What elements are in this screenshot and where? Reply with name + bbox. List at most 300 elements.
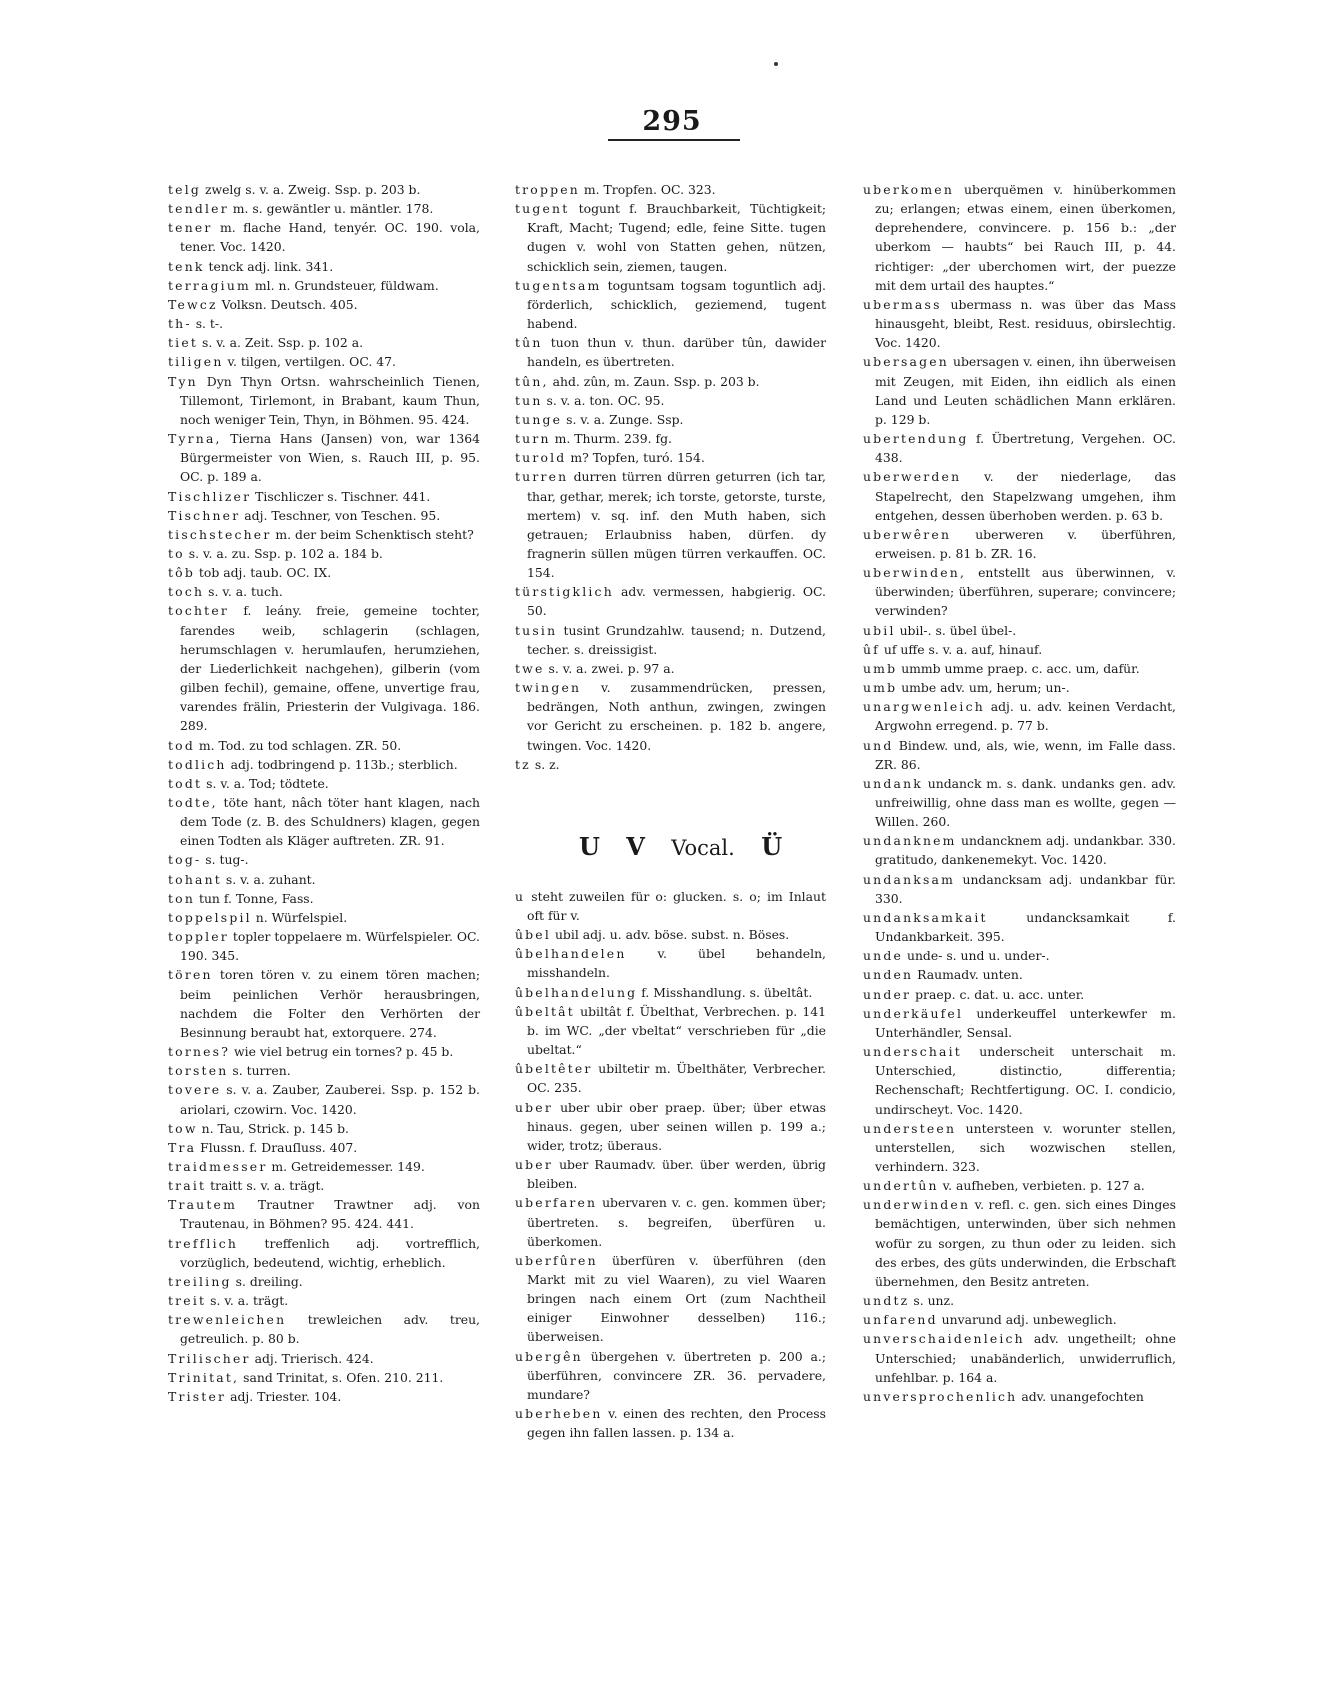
entry-definition: übergehen v. übertreten p. 200 a.; überführen, convincere ZR. 36. pervadere, mundare? bbox=[527, 1348, 826, 1402]
entry-definition: ml. n. Grundsteuer, füldwam. bbox=[250, 277, 439, 293]
entry-definition: tun f. Tonne, Fass. bbox=[195, 890, 314, 906]
dictionary-entry bbox=[168, 1291, 480, 1310]
entry-headword: underkäufel bbox=[863, 1005, 964, 1021]
dictionary-entry bbox=[168, 1310, 480, 1348]
column-3 bbox=[863, 180, 1176, 1406]
entry-definition: ubervaren v. c. gen. kommen über; übertreten. s. begreifen, überfüren u. überkomen. bbox=[527, 1195, 826, 1249]
entry-headword: uber bbox=[515, 1157, 553, 1173]
dictionary-entry bbox=[863, 965, 1176, 984]
entry-definition: s. dreiling. bbox=[231, 1273, 303, 1289]
page-number-rule bbox=[608, 139, 740, 141]
entry-definition: s. z. bbox=[530, 756, 560, 772]
column-2-u-entries bbox=[515, 887, 826, 1443]
entry-headword: undanksam bbox=[863, 871, 956, 887]
entry-headword: tendler bbox=[168, 201, 229, 217]
entry-headword: umb bbox=[863, 660, 898, 676]
dictionary-entry bbox=[515, 582, 826, 620]
dictionary-entry bbox=[168, 582, 480, 601]
entry-definition: m. der beim Schenktisch steht? bbox=[271, 526, 474, 542]
dictionary-entry bbox=[168, 1368, 480, 1387]
entry-headword: tugent bbox=[515, 201, 570, 217]
entry-definition: s. v. a. Tod; tödtete. bbox=[202, 775, 329, 791]
entry-definition: toguntsam togsam toguntlich adj. förderlich, schicklich, geziemend, tugent habend. bbox=[527, 277, 826, 332]
entry-headword: underschait bbox=[863, 1044, 962, 1060]
dictionary-entry bbox=[168, 525, 480, 544]
entry-definition: Raumadv. unten. bbox=[913, 967, 1023, 983]
entry-headword: understeen bbox=[863, 1120, 957, 1136]
entry-headword: tûn, bbox=[515, 373, 549, 389]
entry-headword: ûbel bbox=[515, 927, 552, 943]
entry-headword: th- bbox=[168, 316, 192, 332]
dictionary-entry bbox=[515, 276, 826, 333]
entry-headword: toppelspil bbox=[168, 909, 252, 925]
entry-definition: ubersagen v. einen, ihn überweisen mit Zeugen, mit Eiden, ihn eidlich als einen Land und Leuten schädlichen Mann erklären. p. 129 b. bbox=[875, 354, 1176, 427]
entry-headword: Tyrna, bbox=[168, 431, 222, 447]
dictionary-entry bbox=[863, 640, 1176, 659]
entry-definition: s. t-. bbox=[191, 316, 224, 332]
entry-definition: v. refl. c. gen. sich eines Dinges bemächtigen, unterwinden, über sich nehmen wofür zu sorgen, zu thun oder zu leiden. sich des erbes, des güts underwinden, die Erbschaft übernehmen, den Besitz antreten. bbox=[875, 1197, 1176, 1289]
entry-headword: twe bbox=[515, 660, 545, 676]
dictionary-entry bbox=[515, 1155, 826, 1193]
dictionary-entry bbox=[515, 887, 826, 925]
entry-definition: adv. unangefochten bbox=[1017, 1388, 1144, 1404]
entry-definition: Dyn Thyn Ortsn. wahrscheinlich Tienen, Tillemont, Tirlemont, in Brabant, kaum Thun, noch weniger Tein, Thyn, in Böhmen. 95. 424. bbox=[180, 373, 480, 427]
dictionary-entry bbox=[168, 1138, 480, 1157]
entry-headword: tôb bbox=[168, 565, 195, 581]
dictionary-entry bbox=[515, 467, 826, 582]
entry-headword: unden bbox=[863, 967, 914, 983]
entry-definition: s. turren. bbox=[228, 1063, 291, 1079]
entry-definition: adv. ungetheilt; ohne Unterschied; unabänderlich, unwiderruflich, unfehlbar. p. 164 a. bbox=[875, 1331, 1176, 1385]
entry-definition: uberweren v. überführen, erweisen. p. 81 b. ZR. 16. bbox=[875, 526, 1176, 561]
entry-definition: uber Raumadv. über. über werden, übrig bleiben. bbox=[527, 1157, 826, 1192]
dictionary-entry bbox=[515, 1347, 826, 1404]
entry-headword: treiling bbox=[168, 1273, 232, 1289]
entry-headword: unverschaidenleich bbox=[863, 1331, 1025, 1347]
entry-definition: f. leány. freie, gemeine tochter, farendes weib, schlagerin (schlagen, herumschlagen v. herumlaufen, herumziehen, der Liederlichkeit nachgehen), gilberin (vom gilben fechil), gemaine, offene, unvertige frau, varendes frälin, Priesterin der Vulgivaga. 186. 289. bbox=[180, 603, 480, 734]
dictionary-entry bbox=[168, 218, 480, 256]
entry-headword: tiet bbox=[168, 335, 199, 351]
entry-definition: v. der niederlage, das Stapelrecht, den Stapelzwang umgehen, ihm entgehen, dessen überhoben werden. p. 63 b. bbox=[875, 469, 1176, 523]
entry-definition: uber ubir ober praep. über; über etwas hinaus. gegen, uber seinen willen p. 199 a.; wider, trotz; überaus. bbox=[527, 1099, 826, 1153]
dictionary-entry bbox=[863, 180, 1176, 295]
dictionary-entry bbox=[168, 1234, 480, 1272]
entry-headword: tener bbox=[168, 220, 213, 236]
entry-headword: turren bbox=[515, 469, 569, 485]
dictionary-entry bbox=[168, 1042, 480, 1061]
entry-definition: n. Würfelspiel. bbox=[251, 909, 348, 925]
entry-headword: uberfûren bbox=[515, 1252, 598, 1268]
entry-headword: tohant bbox=[168, 871, 222, 887]
entry-headword: Trilischer bbox=[168, 1350, 251, 1366]
entry-definition: Tierna Hans (Jansen) von, war 1364 Bürgermeister von Wien, s. Rauch III, p. 95. OC. p. 189 a. bbox=[180, 431, 480, 485]
dictionary-entry bbox=[515, 925, 826, 944]
entry-definition: v. zusammendrücken, pressen, bedrängen, Noth anthun, zwingen, zwingen vor Gericht zu erscheinen. p. 182 b. angere, twingen. Voc. 1420. bbox=[527, 680, 826, 753]
entry-definition: m. Thurm. 239. fg. bbox=[550, 431, 672, 447]
entry-headword: ûbeltât bbox=[515, 1003, 575, 1019]
entry-headword: toppler bbox=[168, 929, 229, 945]
section-heading-label: Vocal. bbox=[671, 835, 735, 860]
dictionary-entry bbox=[168, 1119, 480, 1138]
entry-definition: adj. Teschner, von Teschen. 95. bbox=[240, 507, 441, 523]
entry-definition: m. Getreidemesser. 149. bbox=[267, 1158, 425, 1174]
entry-definition: m. flache Hand, tenyér. OC. 190. vola, tener. Voc. 1420. bbox=[180, 220, 480, 255]
dictionary-entry bbox=[515, 1002, 826, 1059]
dictionary-entry bbox=[168, 927, 480, 965]
section-heading-letters: U V bbox=[579, 831, 645, 861]
dictionary-entry bbox=[863, 352, 1176, 429]
entry-headword: todt bbox=[168, 775, 203, 791]
dictionary-entry bbox=[168, 257, 480, 276]
dictionary-entry bbox=[515, 372, 826, 391]
dictionary-entry bbox=[168, 736, 480, 755]
entry-headword: trait bbox=[168, 1178, 207, 1194]
entry-definition: adj. u. adv. keinen Verdacht, Argwohn erregend. p. 77 b. bbox=[875, 699, 1176, 734]
entry-headword: tornes? bbox=[168, 1044, 231, 1060]
entry-definition: tob adj. taub. OC. IX. bbox=[194, 565, 332, 581]
entry-headword: under bbox=[863, 986, 912, 1002]
dictionary-entry bbox=[168, 333, 480, 352]
dictionary-entry bbox=[515, 180, 826, 199]
entry-headword: todte, bbox=[168, 795, 218, 810]
entry-definition: ubiltetir m. Übelthäter, Verbrecher. OC. 235. bbox=[527, 1061, 826, 1096]
entry-headword: unargwenleich bbox=[863, 699, 985, 715]
dictionary-entry bbox=[168, 774, 480, 793]
dictionary-entry bbox=[515, 1098, 826, 1155]
entry-headword: trewenleichen bbox=[168, 1312, 287, 1328]
dictionary-entry bbox=[515, 199, 826, 276]
entry-headword: undank bbox=[863, 775, 923, 791]
entry-headword: Trister bbox=[168, 1388, 227, 1404]
entry-definition: ahd. zûn, m. Zaun. Ssp. p. 203 b. bbox=[548, 373, 760, 389]
entry-headword: ûf bbox=[863, 641, 880, 657]
entry-headword: ubersagen bbox=[863, 354, 949, 370]
dictionary-entry bbox=[168, 506, 480, 525]
dictionary-entry bbox=[168, 199, 480, 218]
dictionary-entry bbox=[863, 1176, 1176, 1195]
entry-definition: Bindew. und, als, wie, wenn, im Falle dass. ZR. 86. bbox=[875, 737, 1176, 772]
entry-definition: s. tug-. bbox=[201, 852, 249, 868]
dictionary-entry bbox=[863, 870, 1176, 908]
dictionary-entry bbox=[863, 525, 1176, 563]
dictionary-entry bbox=[515, 659, 826, 678]
entry-headword: ûbeltêter bbox=[515, 1061, 593, 1077]
entry-headword: tunge bbox=[515, 411, 563, 427]
entry-headword: undtz bbox=[863, 1293, 910, 1309]
dictionary-entry bbox=[863, 1004, 1176, 1042]
entry-definition: Flussn. f. Drauſluss. 407. bbox=[196, 1139, 358, 1155]
dictionary-entry bbox=[515, 1059, 826, 1097]
dictionary-entry bbox=[168, 295, 480, 314]
entry-headword: Trinitat, bbox=[168, 1369, 240, 1385]
entry-definition: s. v. a. zwei. p. 97 a. bbox=[544, 660, 675, 676]
entry-headword: undanknem bbox=[863, 833, 957, 849]
entry-headword: und bbox=[863, 737, 894, 753]
entry-definition: adj. Trierisch. 424. bbox=[250, 1350, 374, 1366]
entry-headword: treit bbox=[168, 1293, 207, 1309]
entry-definition: ubil-. s. übel übel-. bbox=[895, 622, 1017, 638]
dictionary-entry bbox=[515, 1251, 826, 1347]
dictionary-entry bbox=[515, 429, 826, 448]
dictionary-entry bbox=[515, 621, 826, 659]
dictionary-entry bbox=[168, 601, 480, 735]
entry-headword: Tra bbox=[168, 1139, 197, 1155]
entry-definition: tusint Grundzahlw. tausend; n. Dutzend, techer. s. dreissigist. bbox=[527, 622, 826, 657]
entry-headword: uberwêren bbox=[863, 526, 952, 542]
entry-headword: turn bbox=[515, 431, 551, 447]
entry-headword: unfarend bbox=[863, 1312, 938, 1328]
entry-definition: adj. todbringend p. 113b.; sterblich. bbox=[226, 756, 458, 772]
entry-definition: unvarund adj. unbeweglich. bbox=[937, 1312, 1117, 1328]
entry-headword: tochter bbox=[168, 603, 229, 619]
entry-definition: unde- s. und u. under-. bbox=[903, 948, 1050, 964]
section-heading bbox=[515, 832, 826, 863]
entry-definition: adv. vermessen, habgierig. OC. 50. bbox=[527, 584, 826, 619]
dictionary-entry bbox=[863, 1042, 1176, 1119]
entry-definition: entstellt aus überwinnen, v. überwinden; überführen, superare; convincere; verwinden? bbox=[875, 565, 1176, 619]
dictionary-entry bbox=[515, 391, 826, 410]
dictionary-entry bbox=[168, 429, 480, 486]
entry-headword: u bbox=[515, 888, 526, 904]
dictionary-entry bbox=[515, 678, 826, 755]
dictionary-entry bbox=[168, 487, 480, 506]
entry-definition: ubil adj. u. adv. böse. subst. n. Böses. bbox=[551, 927, 790, 943]
entry-headword: ûbelhandelung bbox=[515, 984, 638, 1000]
entry-headword: to bbox=[168, 545, 185, 561]
entry-definition: umbe adv. um, herum; un-. bbox=[897, 680, 1070, 696]
entry-headword: troppen bbox=[515, 182, 580, 197]
entry-definition: toren tören v. zu einem tören machen; beim peinlichen Verhör herausbringen, nachdem die Folter den Verhörten der Besinnung beraubt hat, extorquere. 274. bbox=[180, 967, 480, 1040]
entry-definition: s. v. a. zu. Ssp. p. 102 a. 184 b. bbox=[184, 545, 383, 561]
dictionary-entry bbox=[168, 1157, 480, 1176]
dictionary-entry bbox=[168, 908, 480, 927]
dictionary-entry bbox=[863, 831, 1176, 869]
entry-headword: umb bbox=[863, 680, 898, 696]
entry-definition: f. Übertretung, Vergehen. OC. 438. bbox=[875, 431, 1176, 466]
dictionary-entry bbox=[863, 946, 1176, 965]
entry-headword: uber bbox=[515, 1099, 553, 1115]
dictionary-entry bbox=[515, 983, 826, 1002]
entry-headword: toch bbox=[168, 584, 205, 600]
entry-definition: untersteen v. worunter stellen, unterstellen, sich wozwischen stellen, verhindern. 323. bbox=[875, 1120, 1176, 1174]
entry-headword: uberfaren bbox=[515, 1195, 598, 1211]
section-heading-umlaut: Ü bbox=[761, 831, 783, 861]
entry-definition: togunt f. Brauchbarkeit, Tüchtigkeit; Kraft, Macht; Tugend; edle, feine Sitte. tugen dugen v. wohl von Statten gehen, nützen, schicklich sein, ziemen, taugen. bbox=[527, 201, 826, 274]
entry-headword: türstigklich bbox=[515, 584, 614, 600]
dictionary-entry bbox=[863, 697, 1176, 735]
entry-headword: todlich bbox=[168, 756, 227, 772]
dictionary-entry bbox=[168, 850, 480, 869]
entry-definition: s. v. a. trägt. bbox=[206, 1293, 289, 1309]
entry-definition: s. v. a. zuhant. bbox=[221, 871, 316, 887]
entry-headword: underwinden bbox=[863, 1197, 971, 1213]
entry-definition: s. v. a. Zeit. Ssp. p. 102 a. bbox=[198, 335, 364, 351]
entry-definition: Tischliczer s. Tischner. 441. bbox=[251, 488, 431, 504]
entry-definition: m. s. gewäntler u. mäntler. 178. bbox=[228, 201, 434, 217]
entry-definition: Volksn. Deutsch. 405. bbox=[217, 296, 358, 312]
dictionary-entry bbox=[863, 985, 1176, 1004]
entry-headword: undertûn bbox=[863, 1178, 939, 1194]
dictionary-entry bbox=[168, 1061, 480, 1080]
dictionary-entry bbox=[168, 372, 480, 429]
dictionary-entry bbox=[168, 276, 480, 295]
entry-definition: zwelg s. v. a. Zweig. Ssp. p. 203 b. bbox=[201, 182, 421, 197]
entry-headword: uberwinden, bbox=[863, 565, 967, 581]
entry-headword: Tischner bbox=[168, 507, 241, 523]
dictionary-entry bbox=[863, 1119, 1176, 1176]
entry-definition: undanck m. s. dank. undanks gen. adv. unfreiwillig, ohne dass man es wollte, gegen — Willen. 260. bbox=[875, 775, 1176, 830]
entry-headword: uberheben bbox=[515, 1406, 603, 1422]
entry-headword: turold bbox=[515, 450, 567, 466]
entry-definition: ummb umme praep. c. acc. um, dafür. bbox=[897, 660, 1140, 676]
entry-definition: n. Tau, Strick. p. 145 b. bbox=[197, 1120, 349, 1136]
entry-headword: ubermass bbox=[863, 296, 942, 312]
dictionary-entry bbox=[515, 1193, 826, 1250]
entry-definition: undancksamkait f. Undankbarkeit. 395. bbox=[875, 909, 1176, 945]
entry-definition: v. übel behandeln, misshandeln. bbox=[527, 946, 826, 981]
entry-headword: ubergên bbox=[515, 1348, 583, 1364]
dictionary-entry bbox=[863, 774, 1176, 831]
entry-definition: underkeuffel unterkewfer m. Unterhändler, Sensal. bbox=[875, 1005, 1176, 1040]
entry-headword: tovere bbox=[168, 1082, 222, 1098]
entry-definition: trewleichen adv. treu, getreulich. p. 80 b. bbox=[180, 1312, 480, 1347]
dictionary-entry bbox=[168, 352, 480, 371]
dictionary-entry bbox=[863, 736, 1176, 774]
dictionary-entry bbox=[168, 563, 480, 582]
dictionary-entry bbox=[515, 448, 826, 467]
entry-definition: ubiltât f. Übelthat, Verbrechen. p. 141 b. im WC. „der vbeltat“ verschrieben für „die ubeltat.“ bbox=[527, 1003, 826, 1058]
entry-headword: tugentsam bbox=[515, 277, 602, 293]
entry-headword: torsten bbox=[168, 1063, 229, 1079]
dictionary-entry bbox=[168, 1080, 480, 1118]
printer-dot bbox=[774, 62, 778, 66]
entry-definition: v. einen des rechten, den Process gegen ihn fallen lassen. p. 134 a. bbox=[527, 1406, 826, 1441]
page-number: 295 bbox=[642, 106, 702, 137]
entry-headword: traidmesser bbox=[168, 1158, 268, 1174]
dictionary-entry bbox=[168, 544, 480, 563]
entry-definition: v. tilgen, vertilgen. OC. 47. bbox=[223, 354, 396, 370]
dictionary-entry bbox=[863, 621, 1176, 640]
dictionary-entry bbox=[168, 965, 480, 1042]
entry-headword: telg bbox=[168, 182, 202, 197]
entry-headword: trefflich bbox=[168, 1235, 239, 1251]
entry-definition: treffenlich adj. vortrefflich, vorzüglich, bedeutend, wichtig, erheblich. bbox=[180, 1235, 480, 1270]
entry-definition: praep. c. dat. u. acc. unter. bbox=[911, 986, 1085, 1002]
entry-headword: tod bbox=[168, 737, 195, 753]
dictionary-entry bbox=[168, 870, 480, 889]
entry-definition: f. Misshandlung. s. übeltât. bbox=[637, 984, 813, 1000]
dictionary-entry bbox=[515, 410, 826, 429]
entry-definition: traitt s. v. a. trägt. bbox=[206, 1178, 325, 1194]
dictionary-entry bbox=[863, 1291, 1176, 1310]
dictionary-entry bbox=[168, 180, 480, 199]
entry-headword: Tischlizer bbox=[168, 488, 252, 504]
entry-headword: ubil bbox=[863, 622, 896, 638]
entry-headword: Tewcz bbox=[168, 296, 218, 312]
entry-definition: s. v. a. ton. OC. 95. bbox=[542, 392, 665, 408]
entry-headword: terragium bbox=[168, 277, 251, 293]
dictionary-entry bbox=[168, 1195, 480, 1233]
entry-headword: tow bbox=[168, 1120, 198, 1136]
entry-definition: adj. Triester. 104. bbox=[226, 1388, 342, 1404]
entry-definition: uf uffe s. v. a. auf, hinauf. bbox=[879, 641, 1043, 657]
entry-headword: tischstecher bbox=[168, 526, 272, 542]
dictionary-entry bbox=[863, 1329, 1176, 1386]
dictionary-entry bbox=[863, 908, 1176, 946]
dictionary-entry bbox=[515, 944, 826, 982]
entry-definition: m. Tod. zu tod schlagen. ZR. 50. bbox=[194, 737, 402, 753]
dictionary-entry bbox=[168, 1176, 480, 1195]
entry-definition: undancksam adj. undankbar für. 330. bbox=[875, 871, 1176, 906]
entry-definition: Trautner Trawtner adj. von Trautenau, in Böhmen? 95. 424. 441. bbox=[180, 1197, 480, 1232]
entry-headword: tenk bbox=[168, 258, 205, 274]
entry-headword: tog- bbox=[168, 852, 202, 868]
entry-headword: tun bbox=[515, 392, 543, 408]
dictionary-entry bbox=[168, 889, 480, 908]
entry-definition: steht zuweilen für o: glucken. s. o; im Inlaut oft für v. bbox=[525, 888, 826, 923]
entry-definition: s. v. a. Zauber, Zauberei. Ssp. p. 152 b. ariolari, czowirn. Voc. 1420. bbox=[180, 1082, 480, 1117]
entry-definition: s. v. a. Zunge. Ssp. bbox=[562, 411, 684, 427]
dictionary-entry bbox=[863, 1387, 1176, 1406]
dictionary-entry bbox=[863, 295, 1176, 352]
entry-headword: twingen bbox=[515, 680, 582, 696]
dictionary-entry bbox=[515, 333, 826, 371]
entry-definition: überfüren v. überführen (den Markt mit zu viel Waaren), zu viel Waaren bringen nach einem Ort (zum Nachtheil einiger Einwohner desselben) 116.; überweisen. bbox=[527, 1252, 826, 1345]
entry-definition: s. unz. bbox=[909, 1293, 955, 1309]
entry-headword: tiligen bbox=[168, 354, 224, 370]
entry-headword: uberkomen bbox=[863, 182, 954, 197]
dictionary-entry bbox=[863, 659, 1176, 678]
entry-definition: m? Topfen, turó. 154. bbox=[566, 450, 705, 466]
dictionary-entry bbox=[168, 1349, 480, 1368]
entry-headword: Trautem bbox=[168, 1197, 238, 1213]
entry-headword: ûbelhandelen bbox=[515, 946, 627, 962]
entry-headword: tören bbox=[168, 967, 213, 983]
dictionary-entry bbox=[863, 678, 1176, 697]
entry-definition: undancknem adj. undankbar. 330. gratitudo, dankenemekyt. Voc. 1420. bbox=[875, 833, 1176, 868]
entry-headword: tz bbox=[515, 756, 531, 772]
entry-definition: tuon thun v. thun. darüber tûn, dawider handeln, es übertreten. bbox=[527, 335, 826, 370]
dictionary-entry bbox=[168, 1272, 480, 1291]
entry-headword: undanksamkait bbox=[863, 909, 988, 925]
entry-definition: ubermass n. was über das Mass hinausgeht, bleibt, Rest. residuus, obirslechtig. Voc. 1420. bbox=[875, 296, 1176, 351]
dictionary-entry bbox=[863, 429, 1176, 467]
entry-definition: wie viel betrug ein tornes? p. 45 b. bbox=[230, 1044, 454, 1060]
entry-definition: underscheit unterschait m. Unterschied, distinctio, differentia; Rechenschaft; Rechtfertigung. OC. I. condicio, undirscheyt. Voc. 1420. bbox=[875, 1044, 1176, 1117]
dictionary-entry bbox=[863, 1195, 1176, 1291]
entry-headword: tusin bbox=[515, 622, 558, 638]
entry-definition: tenck adj. link. 341. bbox=[204, 258, 334, 274]
dictionary-entry bbox=[168, 755, 480, 774]
dictionary-entry bbox=[863, 467, 1176, 524]
entry-definition: topler toppelaere m. Würfelspieler. OC. 190. 345. bbox=[180, 929, 480, 964]
entry-headword: ubertendung bbox=[863, 431, 969, 447]
entry-definition: uberquëmen v. hinüberkommen zu; erlangen; etwas einem, einen überkomen, deprehendere, convincere. p. 156 b.: „der uberkom — haubts“ bei Rauch III, p. 44. richtiger: „der uberchomen wirt, der puezze mit dem urtail des hauptes.“ bbox=[875, 182, 1176, 293]
dictionary-entry bbox=[515, 755, 826, 774]
entry-headword: unde bbox=[863, 948, 904, 964]
dictionary-entry bbox=[863, 563, 1176, 620]
entry-headword: Tyn bbox=[168, 373, 198, 389]
entry-headword: ton bbox=[168, 890, 196, 906]
entry-headword: uberwerden bbox=[863, 469, 962, 485]
dictionary-entry bbox=[168, 793, 480, 850]
dictionary-entry bbox=[863, 1310, 1176, 1329]
dictionary-entry bbox=[168, 1387, 480, 1406]
entry-definition: m. Tropfen. OC. 323. bbox=[579, 182, 716, 197]
column-2 bbox=[515, 180, 826, 1442]
entry-definition: töte hant, nâch töter hant klagen, nach dem Tode (z. B. des Schuldners) klagen, gegen einen Todten als Kläger auftreten. ZR. 91. bbox=[180, 795, 480, 849]
entry-headword: unversprochenlich bbox=[863, 1388, 1018, 1404]
